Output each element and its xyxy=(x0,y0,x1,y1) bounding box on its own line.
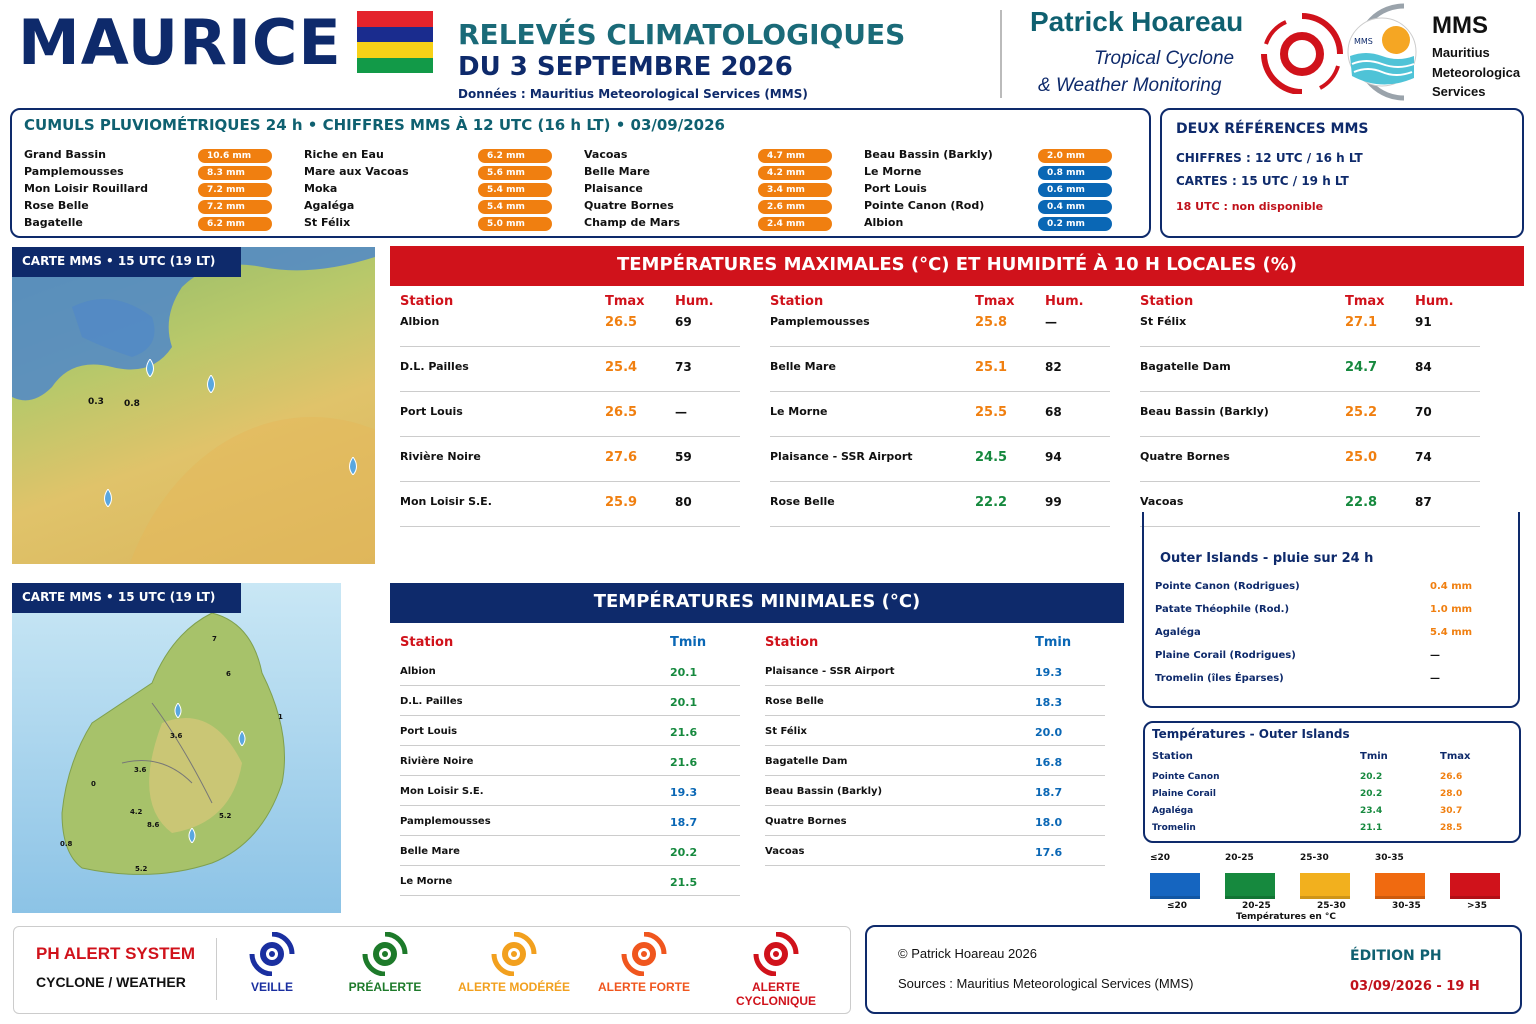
station-name: Port Louis xyxy=(400,726,458,737)
references-title: DEUX RÉFÉRENCES MMS xyxy=(1176,121,1369,137)
tmin-value: 20.0 xyxy=(1035,726,1063,739)
tmax-header-hum: Hum. xyxy=(1045,294,1084,309)
brand-name: Patrick Hoareau xyxy=(1030,6,1244,37)
tmin-row xyxy=(765,686,1105,716)
rain-station-name: Mon Loisir Rouillard xyxy=(24,182,148,195)
station-name: Rivière Noire xyxy=(400,450,481,463)
tmin-value: 20.1 xyxy=(670,696,698,709)
tmax-value: 26.5 xyxy=(605,315,638,330)
tmin-header-tmin: Tmin xyxy=(1035,635,1072,650)
page-title-line1: RELEVÉS CLIMATOLOGIQUES xyxy=(458,18,906,51)
tmax-row xyxy=(1140,392,1480,437)
tmax-banner: TEMPÉRATURES MAXIMALES (°C) ET HUMIDITÉ À 10 H LOCALES (%) xyxy=(390,246,1524,286)
rain-station-name: Pamplemousses xyxy=(24,165,124,178)
tmin-value: 19.3 xyxy=(670,786,698,799)
tmin-row xyxy=(765,656,1105,686)
rain-value-pill: 7.2 mm xyxy=(198,200,272,214)
map-rain-label: 0.3 xyxy=(88,397,104,407)
map-rain-label: 0.8 xyxy=(60,840,73,848)
outer-station-name: Pointe Canon (Rodrigues) xyxy=(1155,581,1300,592)
tmax-row xyxy=(400,392,740,437)
rain-station-name: Quatre Bornes xyxy=(584,199,674,212)
station-name: Plaisance - SSR Airport xyxy=(765,666,895,677)
mms-logo-text: MMS xyxy=(1354,37,1373,46)
humidity-value: — xyxy=(1045,315,1057,329)
map-rain-label: 7 xyxy=(212,635,217,643)
tmax-value: 25.1 xyxy=(975,360,1008,375)
station-name: Rose Belle xyxy=(765,696,824,707)
rain-station-name: Moka xyxy=(304,182,338,195)
tmax-value: 27.1 xyxy=(1345,315,1378,330)
alert-level-label: ALERTE CYCLONIQUE xyxy=(735,980,816,1008)
tmin-row xyxy=(765,716,1105,746)
rain-value-pill: 5.6 mm xyxy=(478,166,552,180)
rain-station-name: Riche en Eau xyxy=(304,148,384,161)
tmax-row xyxy=(400,302,740,347)
tmax-row xyxy=(400,347,740,392)
legend-bottom-label: 25-30 xyxy=(1317,901,1346,911)
rain-value-pill: 5.4 mm xyxy=(478,200,552,214)
rain-station-name: Mare aux Vacoas xyxy=(304,165,409,178)
cyclone-alert-icon xyxy=(248,932,296,976)
outer-rain-value: 5.4 mm xyxy=(1430,627,1473,638)
legend-top-label: 25-30 xyxy=(1300,853,1329,863)
station-name: Quatre Bornes xyxy=(1140,450,1230,463)
tmin-row xyxy=(400,686,740,716)
country-title: MAURICE xyxy=(18,6,342,79)
rain-value-pill: 6.2 mm xyxy=(198,217,272,231)
footer-panel xyxy=(865,925,1522,1014)
outer-temp-station: Agaléga xyxy=(1152,806,1194,816)
island-shape xyxy=(12,583,341,913)
tmax-value: 24.7 xyxy=(1345,360,1378,375)
outer-temp-header-tmin: Tmin xyxy=(1360,751,1388,762)
station-name: Belle Mare xyxy=(400,846,460,857)
map-rain-label: 5.2 xyxy=(135,865,148,873)
humidity-value: 99 xyxy=(1045,495,1062,509)
tmax-value: 25.8 xyxy=(975,315,1008,330)
edition-datetime: 03/09/2026 - 19 H xyxy=(1350,979,1480,994)
tmax-header-tmax: Tmax xyxy=(605,294,645,309)
rain-value-pill: 0.4 mm xyxy=(1038,200,1112,214)
outer-tmax-value: 30.7 xyxy=(1440,806,1463,816)
outer-temp-title: Températures - Outer Islands xyxy=(1152,727,1350,741)
tmin-row xyxy=(765,776,1105,806)
copyright: © Patrick Hoareau 2026 xyxy=(898,946,1037,961)
tmin-row xyxy=(400,806,740,836)
tmin-value: 21.5 xyxy=(670,876,698,889)
station-name: Beau Bassin (Barkly) xyxy=(1140,405,1269,418)
alert-level xyxy=(712,932,840,1008)
page-title-line2: DU 3 SEPTEMBRE 2026 xyxy=(458,52,793,82)
tmax-row xyxy=(770,347,1110,392)
tmin-value: 21.6 xyxy=(670,726,698,739)
rain-value-pill: 2.4 mm xyxy=(758,217,832,231)
tmax-row xyxy=(770,482,1110,527)
edition-label: ÉDITION PH xyxy=(1350,948,1442,964)
station-name: D.L. Pailles xyxy=(400,360,469,373)
map-rain-label: 4.2 xyxy=(130,808,143,816)
outer-temp-station: Plaine Corail xyxy=(1152,789,1216,799)
rain-value-pill: 0.6 mm xyxy=(1038,183,1112,197)
tmax-row xyxy=(770,392,1110,437)
cyclone-logo-icon xyxy=(1256,10,1348,94)
tmin-header-station: Station xyxy=(765,635,819,650)
rain-station-name: Agaléga xyxy=(304,199,355,212)
tmax-header-tmax: Tmax xyxy=(975,294,1015,309)
tmax-row xyxy=(770,302,1110,347)
tmin-value: 20.2 xyxy=(670,846,698,859)
station-name: Quatre Bornes xyxy=(765,816,847,827)
map-rain-label: 6 xyxy=(226,670,231,678)
rain-value-pill: 7.2 mm xyxy=(198,183,272,197)
humidity-value: 59 xyxy=(675,450,692,464)
tmin-value: 18.3 xyxy=(1035,696,1063,709)
raindrop-icon xyxy=(143,359,157,377)
station-name: Vacoas xyxy=(765,846,805,857)
legend-top-label: 20-25 xyxy=(1225,853,1254,863)
data-source-line: Données : Mauritius Meteorological Services (MMS) xyxy=(458,87,808,101)
tmax-header-station: Station xyxy=(1140,294,1194,309)
outer-temp-station: Tromelin xyxy=(1152,823,1196,833)
outer-tmin-value: 21.1 xyxy=(1360,823,1383,833)
tmin-header-tmin: Tmin xyxy=(670,635,707,650)
tmin-row xyxy=(400,716,740,746)
tmin-value: 19.3 xyxy=(1035,666,1063,679)
outer-station-name: Tromelin (îles Éparses) xyxy=(1155,673,1284,684)
alert-level xyxy=(452,932,576,994)
tmin-value: 16.8 xyxy=(1035,756,1063,769)
alert-level-label: VEILLE xyxy=(250,980,293,994)
outer-tmax-value: 28.0 xyxy=(1440,789,1463,799)
rain-station-name: Port Louis xyxy=(864,182,927,195)
rain-value-pill: 4.2 mm xyxy=(758,166,832,180)
tmin-value: 21.6 xyxy=(670,756,698,769)
tmin-row xyxy=(765,746,1105,776)
humidity-value: 80 xyxy=(675,495,692,509)
station-name: Pamplemousses xyxy=(770,315,870,328)
legend-bottom-label: ≤20 xyxy=(1167,901,1188,911)
station-name: St Félix xyxy=(765,726,807,737)
raindrop-icon xyxy=(204,375,218,393)
header-divider xyxy=(1000,10,1002,98)
alert-level xyxy=(590,932,698,994)
station-name: Port Louis xyxy=(400,405,463,418)
tmax-row xyxy=(1140,302,1480,347)
cyclone-alert-icon xyxy=(752,932,800,976)
station-name: Bagatelle Dam xyxy=(1140,360,1231,373)
cyclone-alert-icon xyxy=(490,932,538,976)
brand-tagline-1: Tropical Cyclone xyxy=(1094,48,1235,69)
tmin-value: 17.6 xyxy=(1035,846,1063,859)
reference-figures: CHIFFRES : 12 UTC / 16 h LT xyxy=(1176,151,1363,165)
station-name: Plaisance - SSR Airport xyxy=(770,450,913,463)
map-terrain xyxy=(12,247,375,564)
tmax-value: 25.0 xyxy=(1345,450,1378,465)
reference-unavailable: 18 UTC : non disponible xyxy=(1176,200,1324,213)
station-name: Albion xyxy=(400,315,440,328)
station-name: Mon Loisir S.E. xyxy=(400,495,492,508)
tmax-header-hum: Hum. xyxy=(1415,294,1454,309)
humidity-value: 82 xyxy=(1045,360,1062,374)
humidity-value: 68 xyxy=(1045,405,1062,419)
mms-subtitle-3: Services xyxy=(1432,84,1486,99)
outer-rain-value: 0.4 mm xyxy=(1430,581,1473,592)
outer-rain-value: — xyxy=(1430,650,1440,661)
rain-station-name: Le Morne xyxy=(864,165,922,178)
rainfall-title: CUMULS PLUVIOMÉTRIQUES 24 h • CHIFFRES MMS À 12 UTC (16 h LT) • 03/09/2026 xyxy=(24,116,725,134)
rain-value-pill: 5.4 mm xyxy=(478,183,552,197)
tmin-row xyxy=(765,836,1105,866)
legend-top-label: ≤20 xyxy=(1150,853,1171,863)
station-name: Le Morne xyxy=(770,405,828,418)
tmax-value: 22.2 xyxy=(975,495,1008,510)
legend-swatch xyxy=(1300,873,1350,899)
outer-temp-header-tmax: Tmax xyxy=(1440,751,1471,762)
rainfall-map-island xyxy=(12,583,341,913)
legend-caption: Températures en °C xyxy=(1236,912,1336,922)
alert-level-label: ALERTE MODÉRÉE xyxy=(457,980,570,994)
humidity-value: 84 xyxy=(1415,360,1432,374)
tmax-value: 25.2 xyxy=(1345,405,1378,420)
map-rain-label: 0.8 xyxy=(124,399,140,409)
alert-level xyxy=(232,932,312,994)
outer-station-name: Plaine Corail (Rodrigues) xyxy=(1155,650,1296,661)
rain-station-name: Rose Belle xyxy=(24,199,89,212)
tmax-header-station: Station xyxy=(770,294,824,309)
legend-swatch xyxy=(1375,873,1425,899)
raindrop-icon xyxy=(346,457,360,475)
rain-value-pill: 3.4 mm xyxy=(758,183,832,197)
tmax-value: 27.6 xyxy=(605,450,638,465)
station-name: Mon Loisir S.E. xyxy=(400,786,484,797)
mms-subtitle-1: Mauritius xyxy=(1432,45,1490,60)
legend-swatch xyxy=(1450,873,1500,899)
humidity-value: 91 xyxy=(1415,315,1432,329)
alert-subtitle: CYCLONE / WEATHER xyxy=(36,974,186,990)
outer-rain-title: Outer Islands - pluie sur 24 h xyxy=(1160,551,1374,566)
rain-value-pill: 8.3 mm xyxy=(198,166,272,180)
tmin-row xyxy=(400,836,740,866)
outer-tmin-value: 23.4 xyxy=(1360,806,1383,816)
map-rain-label: 5.2 xyxy=(219,812,232,820)
reference-maps: CARTES : 15 UTC / 19 h LT xyxy=(1176,174,1349,188)
rain-value-pill: 2.6 mm xyxy=(758,200,832,214)
humidity-value: 87 xyxy=(1415,495,1432,509)
rain-station-name: Beau Bassin (Barkly) xyxy=(864,148,993,161)
tmin-value: 18.7 xyxy=(670,816,698,829)
rain-value-pill: 2.0 mm xyxy=(1038,149,1112,163)
outer-station-name: Agaléga xyxy=(1155,627,1201,638)
sources: Sources : Mauritius Meteorological Services (MMS) xyxy=(898,976,1194,991)
station-name: Rivière Noire xyxy=(400,756,474,767)
tmax-header-station: Station xyxy=(400,294,454,309)
outer-tmax-value: 28.5 xyxy=(1440,823,1463,833)
outer-station-name: Patate Théophile (Rod.) xyxy=(1155,604,1290,615)
tmin-row xyxy=(400,656,740,686)
cyclone-alert-icon xyxy=(620,932,668,976)
legend-bottom-label: 20-25 xyxy=(1242,901,1271,911)
station-name: Bagatelle Dam xyxy=(765,756,848,767)
tmax-value: 22.8 xyxy=(1345,495,1378,510)
rain-value-pill: 0.8 mm xyxy=(1038,166,1112,180)
humidity-value: 94 xyxy=(1045,450,1062,464)
outer-tmax-value: 26.6 xyxy=(1440,772,1463,782)
station-name: Albion xyxy=(400,666,436,677)
rain-value-pill: 5.0 mm xyxy=(478,217,552,231)
station-name: Pamplemousses xyxy=(400,816,491,827)
tmax-row xyxy=(400,482,740,527)
rainfall-map-north xyxy=(12,247,375,564)
map-rain-label: 0 xyxy=(91,780,96,788)
outer-tmin-value: 20.2 xyxy=(1360,772,1383,782)
outer-temp-station: Pointe Canon xyxy=(1152,772,1220,782)
tmin-row xyxy=(765,806,1105,836)
alert-divider xyxy=(216,938,217,1000)
tmax-row xyxy=(400,437,740,482)
raindrop-icon xyxy=(101,489,115,507)
legend-swatch xyxy=(1150,873,1200,899)
tmin-value: 18.0 xyxy=(1035,816,1063,829)
mauritius-flag xyxy=(357,11,433,73)
legend-top-label: 30-35 xyxy=(1375,853,1404,863)
station-name: St Félix xyxy=(1140,315,1187,328)
humidity-value: 70 xyxy=(1415,405,1432,419)
outer-temp-header-station: Station xyxy=(1152,751,1193,762)
tmax-value: 24.5 xyxy=(975,450,1008,465)
tmin-row xyxy=(400,866,740,896)
rain-station-name: St Félix xyxy=(304,216,351,229)
alert-level-label: ALERTE FORTE xyxy=(598,980,690,994)
station-name: Vacoas xyxy=(1140,495,1184,508)
map-rain-label: 8.6 xyxy=(147,821,160,829)
tmax-header-tmax: Tmax xyxy=(1345,294,1385,309)
rain-station-name: Albion xyxy=(864,216,904,229)
tmin-banner: TEMPÉRATURES MINIMALES (°C) xyxy=(390,583,1124,623)
tmax-value: 25.4 xyxy=(605,360,638,375)
tmin-row xyxy=(400,746,740,776)
station-name: Le Morne xyxy=(400,876,453,887)
raindrop-icon xyxy=(236,731,248,746)
map-tag-2: CARTE MMS • 15 UTC (19 LT) xyxy=(12,583,241,613)
brand-tagline-2: & Weather Monitoring xyxy=(1038,75,1222,96)
station-name: Beau Bassin (Barkly) xyxy=(765,786,883,797)
raindrop-icon xyxy=(172,703,184,718)
outer-rain-value: — xyxy=(1430,673,1440,684)
mms-title: MMS xyxy=(1432,12,1488,39)
rain-value-pill: 4.7 mm xyxy=(758,149,832,163)
raindrop-icon xyxy=(186,828,198,843)
station-name: D.L. Pailles xyxy=(400,696,463,707)
mms-subtitle-2: Meteorologica xyxy=(1432,65,1521,80)
rain-station-name: Champ de Mars xyxy=(584,216,680,229)
outer-tmin-value: 20.2 xyxy=(1360,789,1383,799)
rain-value-pill: 6.2 mm xyxy=(478,149,552,163)
mms-logo-icon xyxy=(1344,2,1422,102)
tmax-value: 25.9 xyxy=(605,495,638,510)
tmax-row xyxy=(770,437,1110,482)
tmin-row xyxy=(400,776,740,806)
humidity-value: — xyxy=(675,405,687,419)
map-rain-label: 1 xyxy=(278,713,283,721)
tmin-value: 18.7 xyxy=(1035,786,1063,799)
legend-bottom-label: 30-35 xyxy=(1392,901,1421,911)
rain-station-name: Belle Mare xyxy=(584,165,650,178)
tmin-header-station: Station xyxy=(400,635,454,650)
tmax-row xyxy=(1140,347,1480,392)
legend-swatch xyxy=(1225,873,1275,899)
humidity-value: 73 xyxy=(675,360,692,374)
legend-bottom-label: >35 xyxy=(1467,901,1488,911)
humidity-value: 69 xyxy=(675,315,692,329)
alert-level-label: PRÉALERTE xyxy=(348,980,422,994)
alert-title: PH ALERT SYSTEM xyxy=(36,944,195,963)
rain-station-name: Pointe Canon (Rod) xyxy=(864,199,985,212)
humidity-value: 74 xyxy=(1415,450,1432,464)
cyclone-alert-icon xyxy=(361,932,409,976)
map-rain-label: 3.6 xyxy=(170,732,183,740)
map-tag-1: CARTE MMS • 15 UTC (19 LT) xyxy=(12,247,241,277)
tmin-value: 20.1 xyxy=(670,666,698,679)
map-rain-label: 3.6 xyxy=(134,766,147,774)
station-name: Rose Belle xyxy=(770,495,835,508)
rain-value-pill: 10.6 mm xyxy=(198,149,272,163)
rain-station-name: Grand Bassin xyxy=(24,148,106,161)
tmax-header-hum: Hum. xyxy=(675,294,714,309)
station-name: Belle Mare xyxy=(770,360,836,373)
rain-station-name: Bagatelle xyxy=(24,216,83,229)
rain-value-pill: 0.2 mm xyxy=(1038,217,1112,231)
alert-level xyxy=(330,932,440,994)
tmax-value: 25.5 xyxy=(975,405,1008,420)
tmax-value: 26.5 xyxy=(605,405,638,420)
outer-rain-value: 1.0 mm xyxy=(1430,604,1473,615)
tmax-row xyxy=(1140,437,1480,482)
rain-station-name: Vacoas xyxy=(584,148,628,161)
rain-station-name: Plaisance xyxy=(584,182,643,195)
